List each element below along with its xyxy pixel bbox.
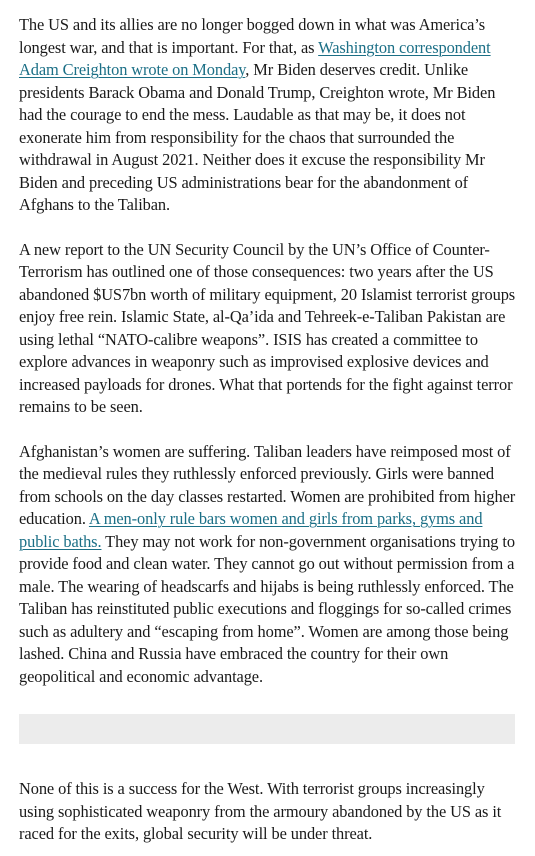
men-only-rule-link[interactable]: A men-only rule bars women and girls from parks, gyms and public baths. [19,509,483,551]
paragraph-1 [19,14,517,217]
paragraph-1-text-before: The US and its allies are no longer bogged down in what was America’s longest war, and that is important. For that, as [19,15,486,57]
paragraph-1-text-after: , Mr Biden deserves credit. Unlike presidents Barack Obama and Donald Trump, Creighton wrote, Mr Biden had the courage to end the mess. Laudable as that may be, it does not exonerate him from responsibility for the chaos that surrounded the withdrawal in August 2021. Neither does it excuse the responsibility Mr Biden and preceding US administrations bear for the abandonment of Afghans to the Taliban. [19,60,496,214]
paragraph-3 [19,441,517,689]
article-body [19,14,517,846]
creighton-article-link[interactable]: Washington correspondent Adam Creighton wrote on Monday [19,37,491,79]
paragraph-4: None of this is a success for the West. With terrorist groups increasingly using sophisticated weaponry from the armoury abandoned by the US as it raced for the exits, global security will be under threat. [19,779,502,843]
paragraph-3-text-before: Afghanistan’s women are suffering. Taliban leaders have reimposed most of the medieval rules they ruthlessly enforced previously. Girls were banned from schools on the day classes restarted. Women are prohibited from higher education. [19,441,516,528]
ad-placeholder [19,714,515,744]
paragraph-3-text-after: They may not work for non-government organisations trying to provide food and clean water. They cannot go out without permission from a male. The wearing of headscarfs and hijabs is being ruthlessly enforced. The Taliban has reinstituted public executions and floggings for so-called crimes such as adultery and “escaping from home”. Women are among those being lashed. China and Russia have embraced the country for their own geopolitical and economic advantage. [19,531,515,686]
paragraph-2: A new report to the UN Security Council by the UN’s Office of Counter-Terrorism has outlined one of those consequences: two years after the US abandoned $US7bn worth of military equipment, 20 Islamist terrorist groups enjoy free rein. Islamic State, al-Qa’ida and Tehreek-e-Taliban Pakistan are using lethal “NATO-calibre weapons”. ISIS has created a committee to explore advances in weaponry such as improvised explosive devices and increased payloads for drones. What that portends for the fight against terror remains to be seen. [19,239,516,416]
